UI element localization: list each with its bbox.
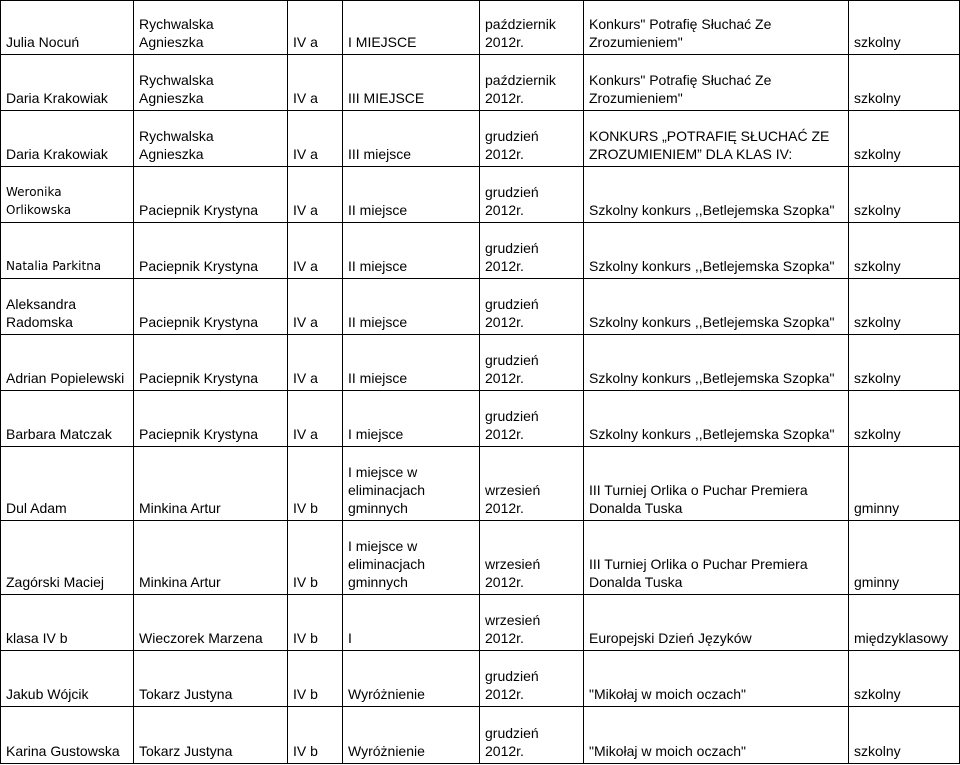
teacher-cell: Minkina Artur [134,447,288,521]
teacher-cell: Tokarz Justyna [134,651,288,707]
date-cell: grudzień 2012r. [480,279,584,335]
result-cell: III miejsce [343,111,480,167]
result-cell: I miejsce w eliminacjach gminnych [343,521,480,595]
result-cell: III MIEJSCE [343,55,480,111]
teacher-cell: Rychwalska Agnieszka [134,1,288,55]
result-cell: I [343,595,480,651]
contest-cell: KONKURS „POTRAFIĘ SŁUCHAĆ ZE ZROZUMIENIEM” DLA KLAS IV: [584,111,849,167]
level-cell: szkolny [849,167,960,223]
class-cell: IV a [288,223,343,279]
table-row [1,447,960,521]
date-cell: grudzień 2012r. [480,335,584,391]
class-cell: IV a [288,111,343,167]
contest-cell: Szkolny konkurs ,,Betlejemska Szopka" [584,279,849,335]
teacher-cell: Paciepnik Krystyna [134,335,288,391]
teacher-cell: Paciepnik Krystyna [134,279,288,335]
table-body [1,1,960,764]
level-cell: międzyklasowy [849,595,960,651]
date-cell: grudzień 2012r. [480,223,584,279]
result-cell: II miejsce [343,335,480,391]
teacher-cell: Rychwalska Agnieszka [134,111,288,167]
table-row [1,55,960,111]
class-cell: IV a [288,55,343,111]
table-row [1,521,960,595]
contest-cell: "Mikołaj w moich oczach" [584,707,849,764]
teacher-cell: Paciepnik Krystyna [134,391,288,447]
contest-cell: III Turniej Orlika o Puchar Premiera Donalda Tuska [584,447,849,521]
level-cell: gminny [849,521,960,595]
level-cell: szkolny [849,223,960,279]
result-cell: I miejsce w eliminacjach gminnych [343,447,480,521]
date-cell: grudzień 2012r. [480,111,584,167]
student-cell: Daria Krakowiak [1,55,134,111]
result-cell: Wyróżnienie [343,651,480,707]
class-cell: IV a [288,167,343,223]
student-cell: Barbara Matczak [1,391,134,447]
student-cell: Jakub Wójcik [1,651,134,707]
date-cell: wrzesień 2012r. [480,447,584,521]
student-cell: Daria Krakowiak [1,111,134,167]
contest-cell: Szkolny konkurs ,,Betlejemska Szopka" [584,335,849,391]
teacher-cell: Minkina Artur [134,521,288,595]
result-cell: I MIEJSCE [343,1,480,55]
contest-cell: "Mikołaj w moich oczach" [584,651,849,707]
table-row [1,651,960,707]
class-cell: IV b [288,595,343,651]
result-cell: I miejsce [343,391,480,447]
class-cell: IV a [288,279,343,335]
level-cell: szkolny [849,391,960,447]
class-cell: IV b [288,521,343,595]
student-cell: Weronika Orlikowska [1,167,134,223]
level-cell: szkolny [849,279,960,335]
date-cell: październik 2012r. [480,1,584,55]
table-row [1,167,960,223]
result-cell: II miejsce [343,279,480,335]
class-cell: IV a [288,1,343,55]
contest-cell: Szkolny konkurs ,,Betlejemska Szopka" [584,167,849,223]
level-cell: szkolny [849,55,960,111]
student-cell: Karina Gustowska [1,707,134,764]
contest-cell: Konkurs" Potrafię Słuchać Ze Zrozumieniem" [584,1,849,55]
date-cell: grudzień 2012r. [480,391,584,447]
teacher-cell: Paciepnik Krystyna [134,223,288,279]
date-cell: wrzesień 2012r. [480,521,584,595]
contest-cell: Szkolny konkurs ,,Betlejemska Szopka" [584,223,849,279]
level-cell: gminny [849,447,960,521]
table-row [1,223,960,279]
date-cell: październik 2012r. [480,55,584,111]
date-cell: wrzesień 2012r. [480,595,584,651]
table-row [1,707,960,764]
class-cell: IV a [288,391,343,447]
contest-cell: Konkurs" Potrafię Słuchać Ze Zrozumieniem" [584,55,849,111]
teacher-cell: Paciepnik Krystyna [134,167,288,223]
table-row [1,111,960,167]
level-cell: szkolny [849,1,960,55]
level-cell: szkolny [849,651,960,707]
class-cell: IV a [288,335,343,391]
table-row [1,1,960,55]
table-row [1,335,960,391]
contest-cell: Europejski Dzień Języków [584,595,849,651]
date-cell: grudzień 2012r. [480,651,584,707]
teacher-cell: Tokarz Justyna [134,707,288,764]
result-cell: Wyróżnienie [343,707,480,764]
level-cell: szkolny [849,111,960,167]
date-cell: grudzień 2012r. [480,167,584,223]
result-cell: II miejsce [343,223,480,279]
table-row [1,595,960,651]
date-cell: grudzień 2012r. [480,707,584,764]
teacher-cell: Wieczorek Marzena [134,595,288,651]
student-cell: Julia Nocuń [1,1,134,55]
class-cell: IV b [288,447,343,521]
contest-cell: Szkolny konkurs ,,Betlejemska Szopka" [584,391,849,447]
student-cell: Zagórski Maciej [1,521,134,595]
student-cell: Natalia Parkitna [1,223,134,279]
contest-cell: III Turniej Orlika o Puchar Premiera Donalda Tuska [584,521,849,595]
student-cell: klasa IV b [1,595,134,651]
table-row [1,391,960,447]
student-cell: Aleksandra Radomska [1,279,134,335]
level-cell: szkolny [849,335,960,391]
table-row [1,279,960,335]
class-cell: IV b [288,651,343,707]
teacher-cell: Rychwalska Agnieszka [134,55,288,111]
student-cell: Adrian Popielewski [1,335,134,391]
class-cell: IV b [288,707,343,764]
result-cell: II miejsce [343,167,480,223]
student-cell: Dul Adam [1,447,134,521]
level-cell: szkolny [849,707,960,764]
